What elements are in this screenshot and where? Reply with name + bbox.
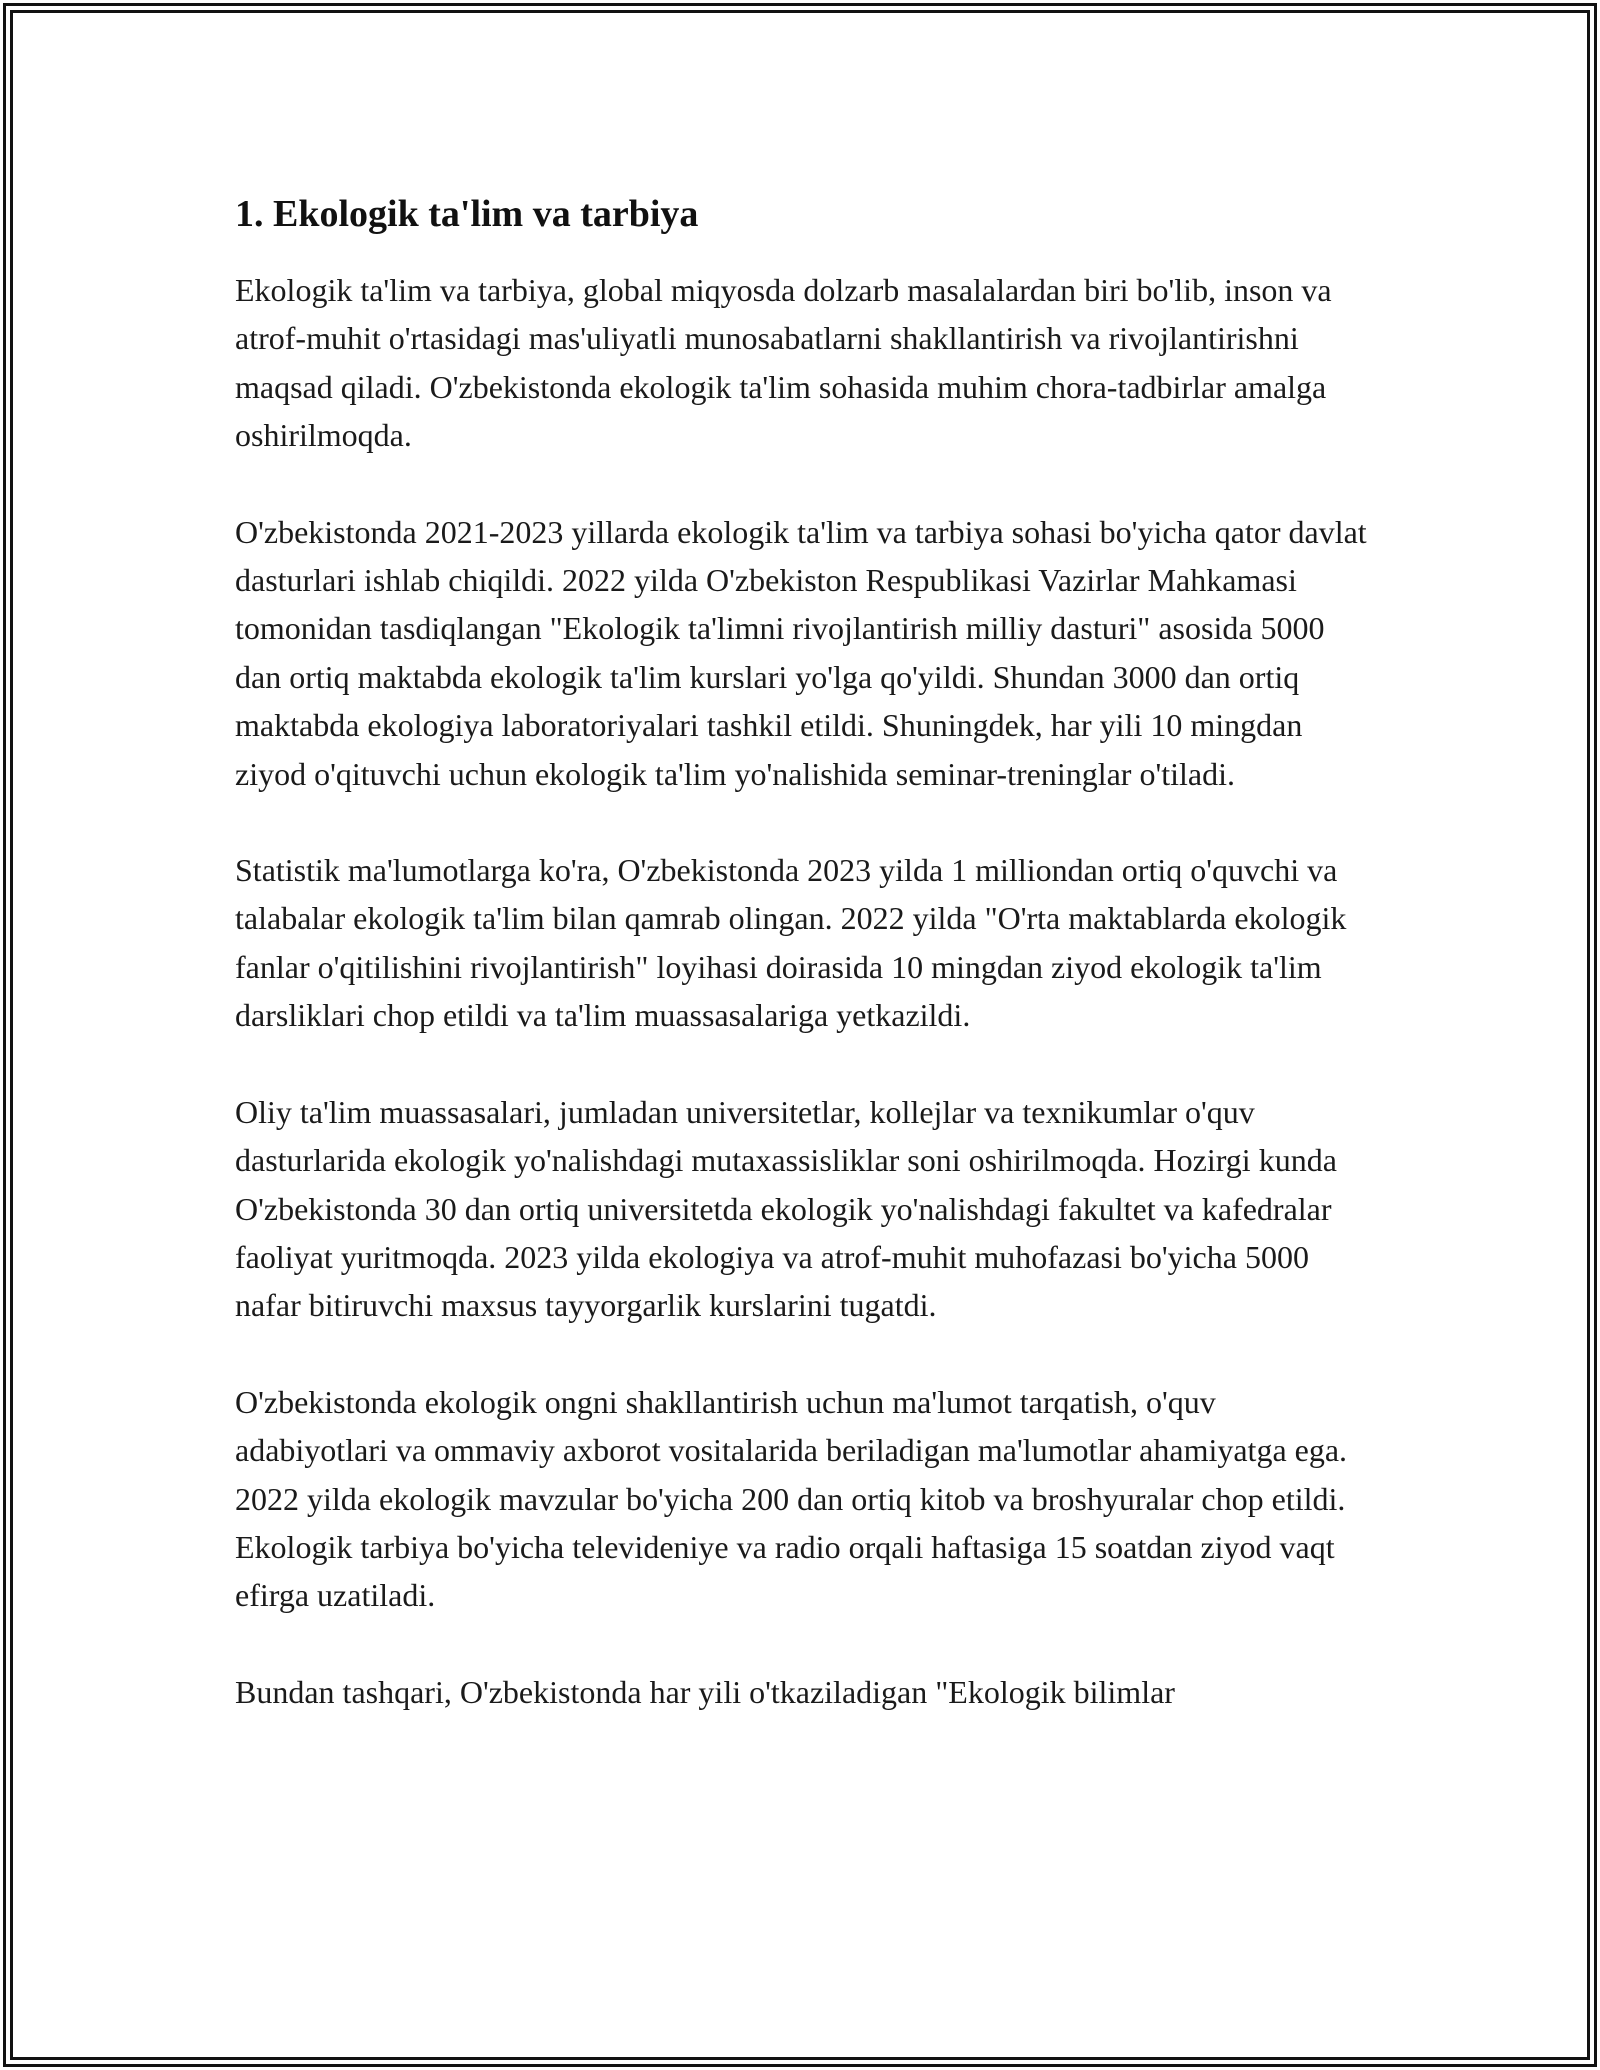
paragraph-intro: Ekologik ta'lim va tarbiya, global miqyosda dolzarb masalalardan biri bo'lib, inson va atrof-muhit o'rtasidagi mas'uliyatli munosabatlarni shakllantirish va rivojlantirishni maqsad qiladi. O'zbekistonda ekologik ta'lim sohasida muhim chora-tadbirlar amalga oshirilmoqda. xyxy=(235,272,1332,454)
paragraph-higher-education: Oliy ta'lim muassasalari, jumladan universitetlar, kollejlar va texnikumlar o'quv dasturlarida ekologik yo'nalishdagi mutaxassisliklar soni oshirilmoqda. Hozirgi kunda O'zbekistonda 30 dan ortiq universitetda ekologik yo'nalishdagi fakultet va kafedralar faoliyat yuritmoqda. 2023 yilda ekologiya va atrof-muhit muhofazasi bo'yicha 5000 nafar bitiruvchi maxsus tayyorgarlik kurslarini tugatdi. xyxy=(235,1093,1337,1324)
paragraph-state-programs: O'zbekistonda 2021-2023 yillarda ekologik ta'lim va tarbiya sohasi bo'yicha qator davlat dasturlari ishlab chiqildi. 2022 yilda O'zbekiston Respublikasi Vazirlar Mahkamasi tomonidan tasdiqlangan "Ekologik ta'limni rivojlantirish milliy dasturi" asosida 5000 dan ortiq maktabda ekologik ta'lim kurslari yo'lga qo'yildi. Shundan 3000 dan ortiq maktabda ekologiya laboratoriyalari tashkil etildi. Shuningdek, har yili 10 mingdan ziyod o'qituvchi uchun ekologik ta'lim yo'nalishida seminar-treninglar o'tiladi. xyxy=(235,513,1367,792)
document-body xyxy=(235,188,1375,1716)
paragraph-continuation: Bundan tashqari, O'zbekistonda har yili o'tkaziladigan "Ekologik bilimlar xyxy=(235,1673,1175,1710)
paragraph-statistics: Statistik ma'lumotlarga ko'ra, O'zbekistonda 2023 yilda 1 milliondan ortiq o'quvchi va talabalar ekologik ta'lim bilan qamrab olingan. 2022 yilda "O'rta maktablarda ekologik fanlar o'qitilishini rivojlantirish" loyihasi doirasida 10 mingdan ziyod ekologik ta'lim darsliklari chop etildi va ta'lim muassasalariga yetkazildi. xyxy=(235,852,1347,1034)
section-heading: 1. Ekologik ta'lim va tarbiya xyxy=(235,193,699,235)
paragraph-awareness: O'zbekistonda ekologik ongni shakllantirish uchun ma'lumot tarqatish, o'quv adabiyotlari va ommaviy axborot vositalarida beriladigan ma'lumotlar ahamiyatga ega. 2022 yilda ekologik mavzular bo'yicha 200 dan ortiq kitob va broshyuralar chop etildi. Ekologik tarbiya bo'yicha televideniye va radio orqali haftasiga 15 soatdan ziyod vaqt efirga uzatiladi. xyxy=(235,1383,1348,1614)
